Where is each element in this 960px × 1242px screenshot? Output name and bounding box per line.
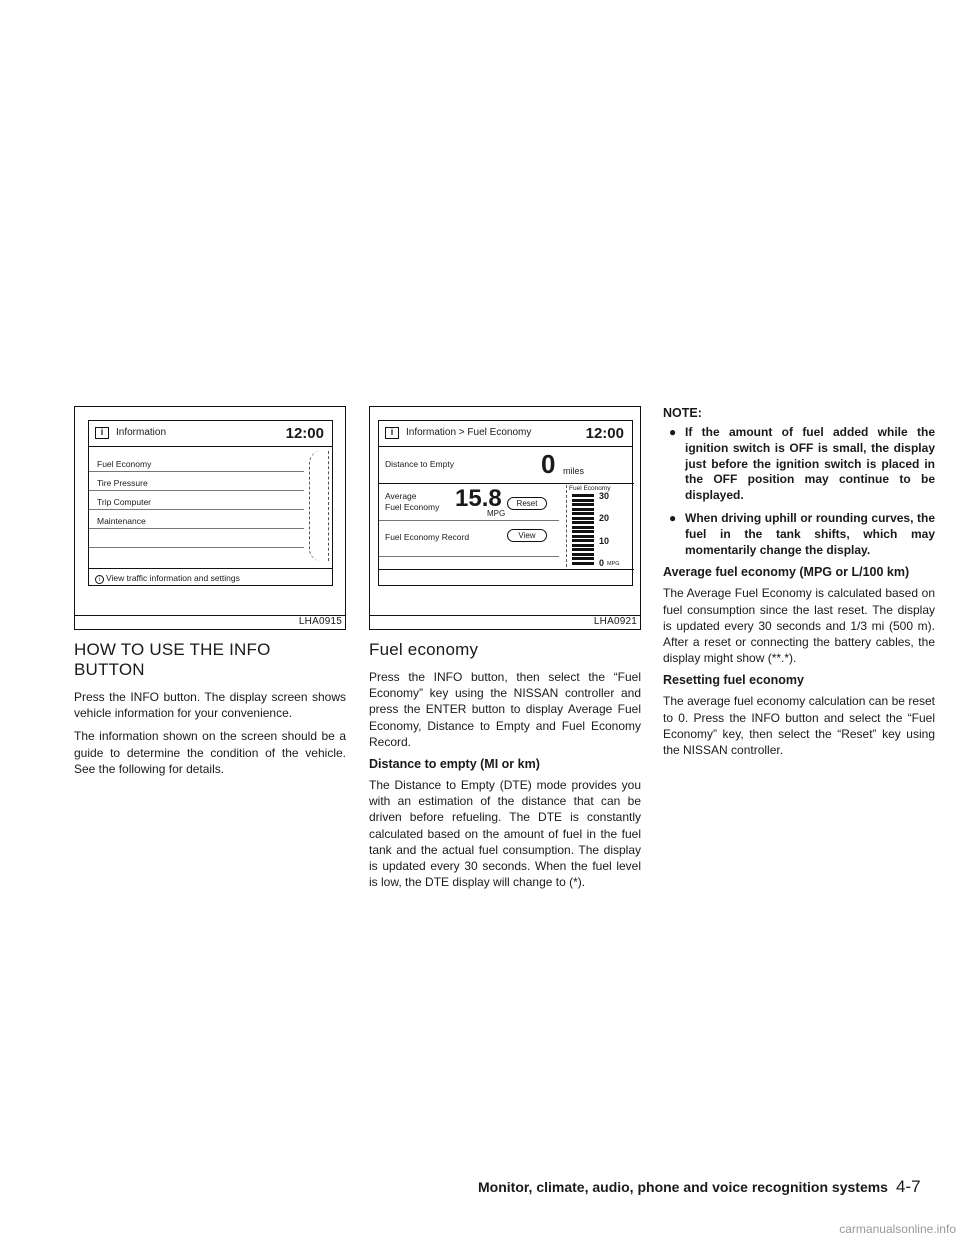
- section-heading: HOW TO USE THE INFO BUTTON: [74, 640, 271, 679]
- screen-title: Information > Fuel Economy: [406, 427, 532, 438]
- screen-clock: 12:00: [585, 425, 624, 442]
- avg-label-2: Fuel Economy: [385, 502, 440, 512]
- reset-button[interactable]: Reset: [507, 497, 547, 510]
- tick-label: 10: [599, 536, 610, 546]
- paragraph: Press the INFO button, then select the “Fuel Economy” key using the NISSAN controller and press the ENTER button to display Average Fuel Economy, Distance to Empty and Fuel Economy Record.: [369, 670, 641, 749]
- gauge-bar: [572, 557, 594, 560]
- paragraph: The Average Fuel Economy is calculated based on fuel consumption since the last reset. The display is updated every 30 seconds and 1/3 mi (500 m). After a reset or connecting the battery cables, the display might show (**.*).: [663, 586, 935, 666]
- subheading: Distance to empty (MI or km): [369, 757, 540, 772]
- watermark: carmanualsonline.info: [839, 1222, 956, 1236]
- menu-item-trip-computer[interactable]: Trip Computer: [89, 491, 304, 510]
- gauge-arc: [557, 485, 567, 567]
- avg-value: 15.8: [455, 485, 502, 512]
- screen-title: Information: [116, 427, 167, 438]
- menu-item-maintenance[interactable]: Maintenance: [89, 510, 304, 529]
- section-heading: Fuel economy: [369, 640, 479, 659]
- screen-footer: [89, 568, 332, 585]
- info-circle-icon: i: [95, 575, 104, 584]
- gauge-bars: [572, 494, 594, 566]
- gauge-title: Fuel Economy: [569, 485, 611, 492]
- menu-item-fuel-economy[interactable]: Fuel Economy: [89, 453, 304, 472]
- subheading: Resetting fuel economy: [663, 673, 804, 688]
- page-footer: [478, 1177, 921, 1197]
- divider: [379, 569, 634, 570]
- column-info-button: [74, 406, 346, 784]
- tick-label: 20: [599, 513, 610, 523]
- fuel-economy-screen: [378, 420, 633, 586]
- screen-footer-text: View traffic information and settings: [106, 573, 240, 583]
- menu-item-tire-pressure[interactable]: Tire Pressure: [89, 472, 304, 491]
- gauge-bar: [572, 503, 594, 506]
- paragraph: Press the INFO button. The display screen shows vehicle information for your convenience.: [74, 690, 346, 721]
- record-label: Fuel Economy Record: [385, 532, 470, 542]
- info-icon: i: [385, 427, 399, 439]
- gauge-bar: [572, 508, 594, 511]
- gauge-bar: [572, 499, 594, 502]
- bullet-text: If the amount of fuel added while the ignition switch is OFF is small, the display just before the ignition switch is placed in the OFF position may continue to be displayed.: [685, 425, 935, 503]
- tick-label: 0: [599, 558, 605, 568]
- column-notes: [663, 406, 935, 765]
- gauge-bar: [572, 548, 594, 551]
- figure-information-screen: [74, 406, 346, 630]
- bullet-text: When driving uphill or rounding curves, the fuel in the tank shifts, which may momentarily change the display.: [685, 510, 935, 557]
- gauge-bar: [572, 544, 594, 547]
- paragraph: The information shown on the screen should be a guide to determine the condition of the vehicle. See the following for details.: [74, 729, 346, 776]
- note-heading: NOTE:: [663, 406, 702, 420]
- tick-label: 30: [599, 491, 610, 501]
- paragraph: The Distance to Empty (DTE) mode provides you with an estimation of the distance that can be driven before refueling. The DTE is constantly calculated based on the amount of fuel in the fuel tank and the actual fuel consumption. The display is updated every 30 seconds. When the fuel level is low, the DTE display will change to (*).: [369, 778, 641, 890]
- bullet-icon: ●: [669, 510, 677, 525]
- gauge-unit: MPG: [607, 561, 620, 567]
- bullet-icon: ●: [669, 425, 677, 439]
- dte-label: Distance to Empty: [385, 459, 454, 469]
- screen-clock: 12:00: [285, 425, 324, 442]
- gauge-bar: [572, 512, 594, 515]
- divider: [379, 556, 559, 557]
- figure-code: LHA0921: [593, 616, 637, 627]
- avg-label-1: Average: [385, 491, 417, 501]
- paragraph: The average fuel economy calculation can be reset to 0. Press the INFO button and select the “Fuel Economy” key, then select the “Reset” key using the NISSAN controller.: [663, 694, 935, 757]
- gauge-bar: [572, 539, 594, 542]
- gauge-bar: [572, 562, 594, 565]
- page-number: 4-7: [895, 1177, 921, 1196]
- screen-title-bar: [379, 421, 632, 447]
- figure-fuel-economy-screen: [369, 406, 641, 630]
- divider: [379, 520, 559, 521]
- column-fuel-economy: [369, 406, 641, 897]
- subheading: Average fuel economy (MPG or L/100 km): [663, 565, 910, 580]
- note-bullet: [663, 511, 935, 558]
- footer-section: Monitor, climate, audio, phone and voice recognition systems: [478, 1179, 888, 1195]
- scrollbar[interactable]: [309, 451, 329, 561]
- gauge-bar: [572, 530, 594, 533]
- gauge-bar: [572, 494, 594, 497]
- info-icon: i: [95, 427, 109, 439]
- avg-unit: MPG: [487, 509, 506, 518]
- gauge-bar: [572, 535, 594, 538]
- information-screen: [88, 420, 333, 586]
- gauge-bar: [572, 521, 594, 524]
- gauge-bar: [572, 526, 594, 529]
- gauge-bar: [572, 553, 594, 556]
- note-bullet: [663, 425, 935, 504]
- dte-value: 0: [541, 449, 556, 479]
- figure-code: LHA0915: [298, 616, 342, 627]
- screen-title-bar: [89, 421, 332, 447]
- menu-item-empty: [89, 529, 304, 548]
- gauge-bar: [572, 517, 594, 520]
- view-button[interactable]: View: [507, 529, 547, 542]
- dte-unit: miles: [563, 466, 585, 476]
